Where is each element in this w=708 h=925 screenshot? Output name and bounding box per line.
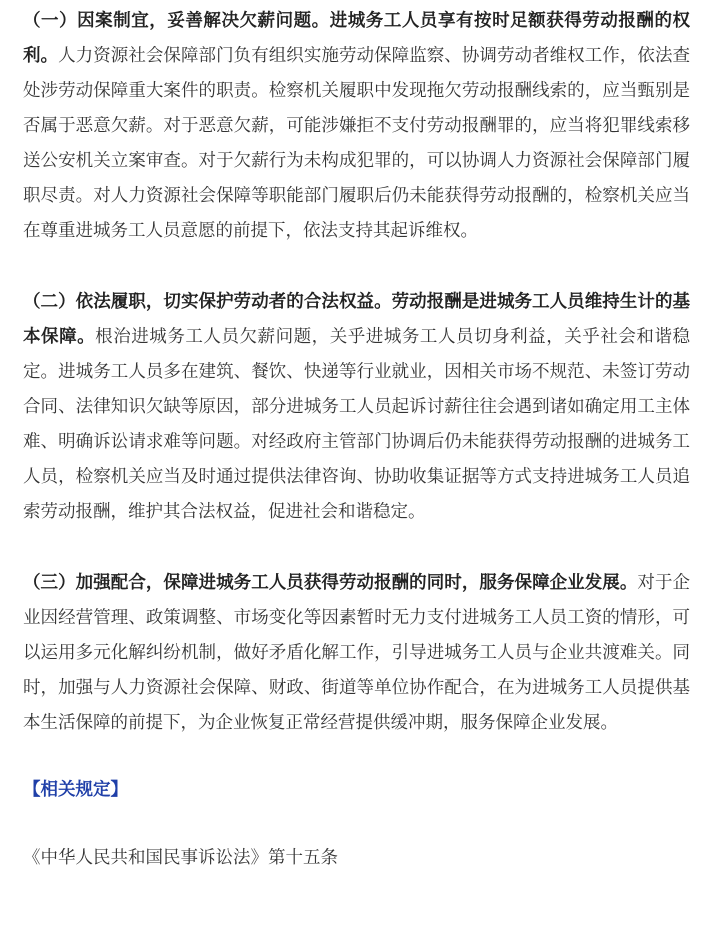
- section-1-paragraph: [23, 4, 690, 249]
- related-law-citation: 《中华人民共和国民事诉讼法》第十五条: [23, 848, 338, 868]
- section-3-body: 对于企业因经营管理、政策调整、市场变化等因素暂时无力支付进城务工人员工资的情形，可以运用多元化解纠纷机制，做好矛盾化解工作，引导进城务工人员与企业共渡难关。同时，加强与人力资源社会保障、财政、街道等单位协作配合，在为进城务工人员提供基本生活保障的前提下，为企业恢复正常经营提供缓冲期，服务保障企业发展。: [23, 573, 690, 733]
- section-2-body: 根治进城务工人员欠薪问题，关乎进城务工人员切身利益，关乎社会和谐稳定。进城务工人员多在建筑、餐饮、快递等行业就业，因相关市场不规范、未签订劳动合同、法律知识欠缺等原因，部分进城务工人员起诉讨薪往往会遇到诸如确定用工主体难、明确诉讼请求难等问题。对经政府主管部门协调后仍未能获得劳动报酬的进城务工人员，检察机关应当及时通过提供法律咨询、协助收集证据等方式支持进城务工人员追索劳动报酬，维护其合法权益，促进社会和谐稳定。: [23, 327, 691, 522]
- section-3-paragraph: [23, 566, 690, 741]
- section-1-lead: （一）因案制宜，妥善解决欠薪问题。进城务工人员享有按时足额获得劳动报酬的权利。: [23, 11, 690, 66]
- related-rules-heading: 【相关规定】: [23, 780, 128, 800]
- section-1-body: 人力资源社会保障部门负有组织实施劳动保障监察、协调劳动者维权工作，依法查处涉劳动保障重大案件的职责。检察机关履职中发现拖欠劳动报酬线索的，应当甄别是否属于恶意欠薪。对于恶意欠薪，可能涉嫌拒不支付劳动报酬罪的，应当将犯罪线索移送公安机关立案审查。对于欠薪行为未构成犯罪的，可以协调人力资源社会保障部门履职尽责。对人力资源社会保障等职能部门履职后仍未能获得劳动报酬的，检察机关应当在尊重进城务工人员意愿的前提下，依法支持其起诉维权。: [23, 46, 690, 241]
- section-2-lead: （二）依法履职，切实保护劳动者的合法权益。劳动报酬是进城务工人员维持生计的基本保障。: [23, 292, 690, 347]
- section-2-paragraph: [23, 285, 690, 530]
- section-3-lead: （三）加强配合，保障进城务工人员获得劳动报酬的同时，服务保障企业发展。: [23, 573, 638, 593]
